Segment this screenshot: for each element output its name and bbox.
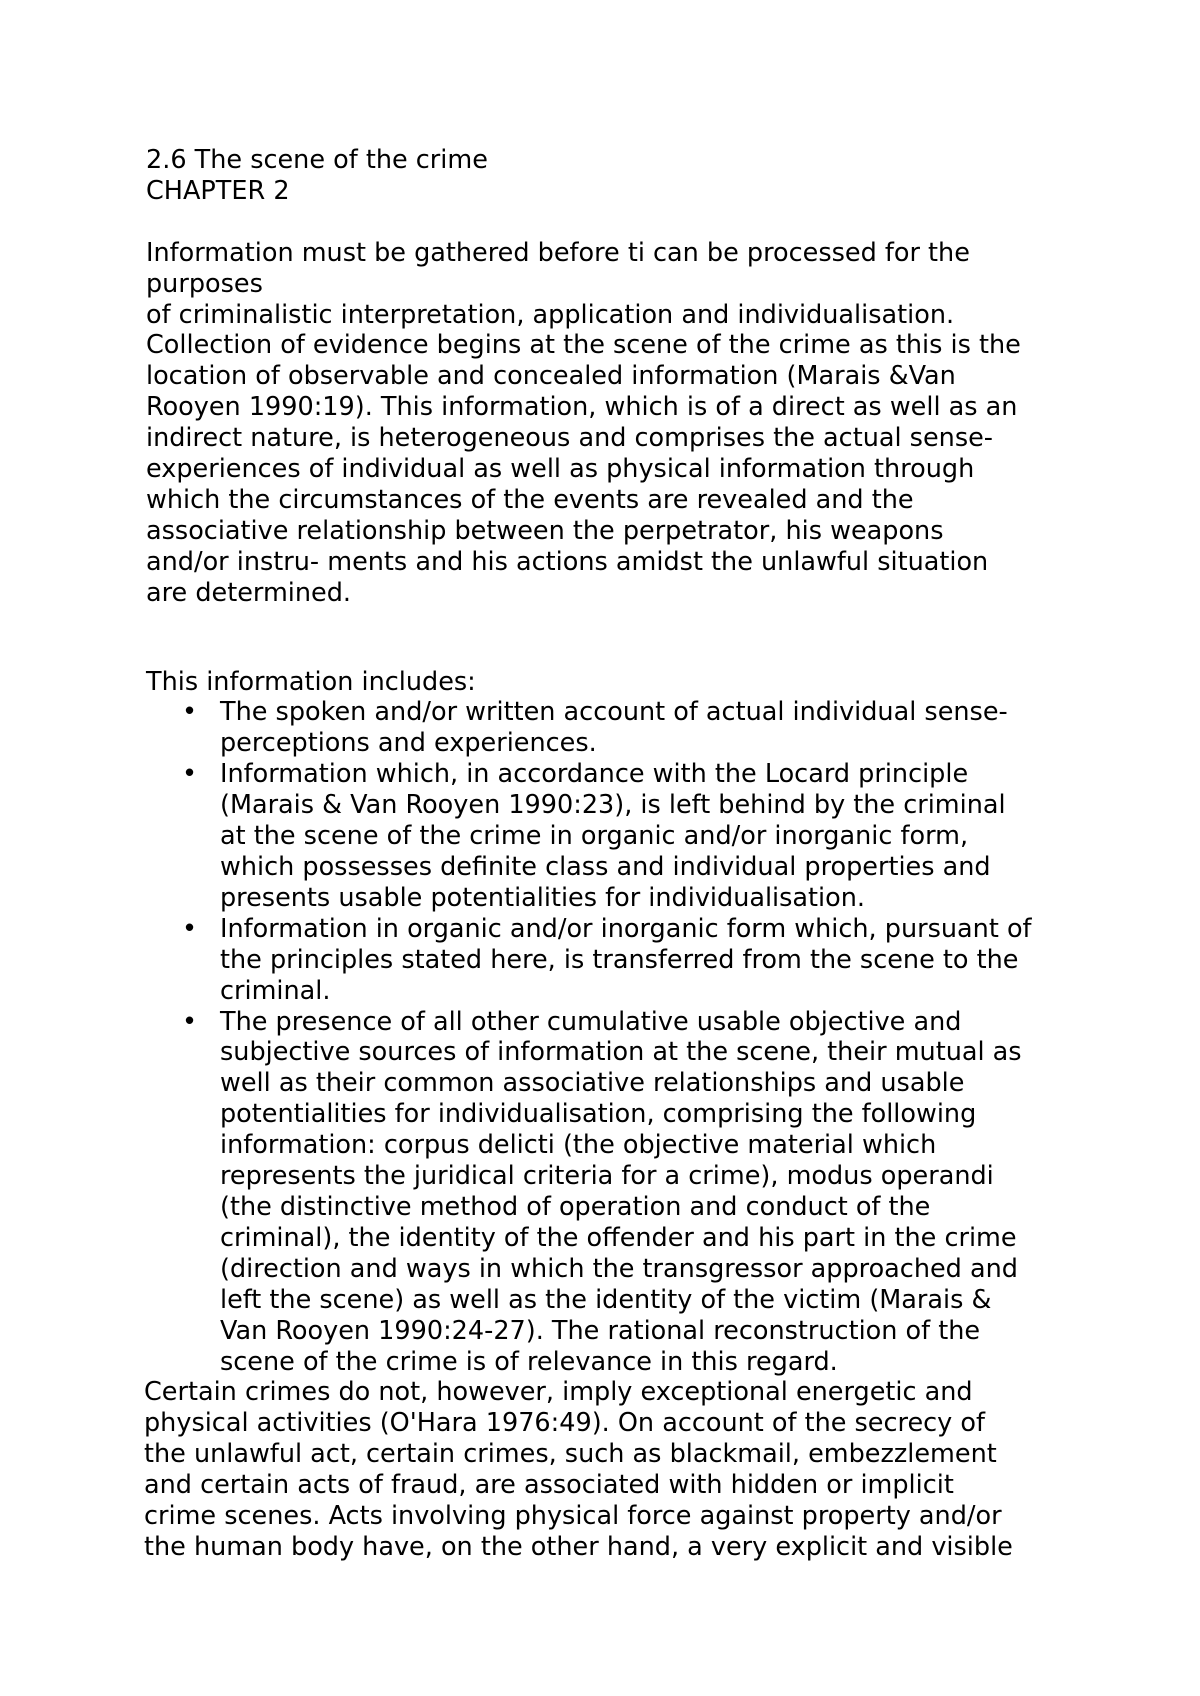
- list-item-line: scene of the crime is of relevance in this regard.: [220, 1346, 838, 1377]
- bullet-list: [146, 697, 1146, 1377]
- paragraph-line: Collection of evidence begins at the scene of the crime as this is the: [146, 330, 1021, 361]
- paragraph-line: indirect nature, is heterogeneous and comprises the actual sense-: [146, 423, 993, 454]
- list-item: [146, 1007, 1146, 1378]
- list-intro: This information includes:: [146, 666, 476, 697]
- paragraph-line: physical activities (O'Hara 1976:49). On account of the secrecy of: [144, 1408, 985, 1439]
- bullet-icon: •: [182, 759, 198, 790]
- list-item-line: well as their common associative relationships and usable: [220, 1068, 965, 1099]
- paragraph-line: the unlawful act, certain crimes, such as blackmail, embezzlement: [144, 1439, 997, 1470]
- paragraph-line: associative relationship between the perpetrator, his weapons: [146, 515, 944, 546]
- paragraph-line: experiences of individual as well as physical information through: [146, 454, 975, 485]
- paragraph-line: the human body have, on the other hand, a very explicit and visible: [144, 1531, 1013, 1562]
- paragraph-line: Rooyen 1990:19). This information, which is of a direct as well as an: [146, 392, 1018, 423]
- closing-paragraph: [144, 1377, 1146, 1562]
- list-item-line: the principles stated here, is transferred from the scene to the: [220, 944, 1019, 975]
- list-item: [146, 759, 1146, 914]
- list-item-line: (Marais & Van Rooyen 1990:23), is left behind by the criminal: [220, 790, 1006, 821]
- list-item-line: The spoken and/or written account of actual individual sense-: [220, 697, 1008, 728]
- bullet-icon: •: [182, 1006, 198, 1037]
- paragraph-line: and certain acts of fraud, are associated with hidden or implicit: [144, 1470, 954, 1501]
- section-title: 2.6 The scene of the crime: [146, 145, 488, 175]
- paragraph-line: are determined.: [146, 577, 352, 608]
- list-item-line: which possesses definite class and individual properties and: [220, 852, 991, 883]
- list-item-line: perceptions and experiences.: [220, 728, 597, 759]
- list-item-line: Van Rooyen 1990:24-27). The rational reconstruction of the: [220, 1315, 981, 1346]
- spacer: [146, 207, 1146, 238]
- list-item-line: subjective sources of information at the scene, their mutual as: [220, 1037, 1022, 1068]
- paragraph-line: location of observable and concealed information (Marais &Van: [146, 361, 956, 392]
- paragraph-line: which the circumstances of the events are revealed and the: [146, 484, 914, 515]
- list-item-line: (the distinctive method of operation and conduct of the: [220, 1191, 931, 1222]
- list-item-line: The presence of all other cumulative usable objective and: [220, 1006, 962, 1037]
- list-item-line: left the scene) as well as the identity of the victim (Marais &: [220, 1284, 992, 1315]
- paragraph-line: and/or instru- ments and his actions amidst the unlawful situation: [146, 546, 989, 577]
- document-page: [146, 145, 1146, 1563]
- list-item-line: information: corpus delicti (the objective material which: [220, 1130, 937, 1161]
- list-item: [146, 697, 1146, 759]
- list-item-line: Information which, in accordance with the Locard principle: [220, 759, 969, 790]
- bullet-icon: •: [182, 697, 198, 728]
- paragraph-line: Certain crimes do not, however, imply exceptional energetic and: [144, 1377, 973, 1408]
- list-item-line: represents the juridical criteria for a crime), modus operandi: [220, 1161, 994, 1192]
- list-item-line: criminal.: [220, 975, 331, 1006]
- list-item-line: at the scene of the crime in organic and/or inorganic form,: [220, 821, 969, 852]
- intro-paragraph: [146, 238, 1146, 609]
- bullet-icon: •: [182, 913, 198, 944]
- chapter-label: CHAPTER 2: [146, 175, 290, 206]
- list-item-line: (direction and ways in which the transgressor approached and: [220, 1253, 1018, 1284]
- spacer: [146, 609, 1146, 667]
- paragraph-line: purposes: [146, 268, 263, 299]
- list-item-line: criminal), the identity of the offender and his part in the crime: [220, 1222, 1017, 1253]
- paragraph-line: crime scenes. Acts involving physical force against property and/or: [144, 1501, 1002, 1532]
- list-item-line: Information in organic and/or inorganic form which, pursuant of: [220, 913, 1032, 944]
- list-item-line: presents usable potentialities for individualisation.: [220, 882, 866, 913]
- paragraph-line: of criminalistic interpretation, application and individualisation.: [146, 299, 955, 330]
- list-item-line: potentialities for individualisation, comprising the following: [220, 1099, 977, 1130]
- paragraph-line: Information must be gathered before ti can be processed for the: [146, 237, 970, 268]
- list-item: [146, 914, 1146, 1007]
